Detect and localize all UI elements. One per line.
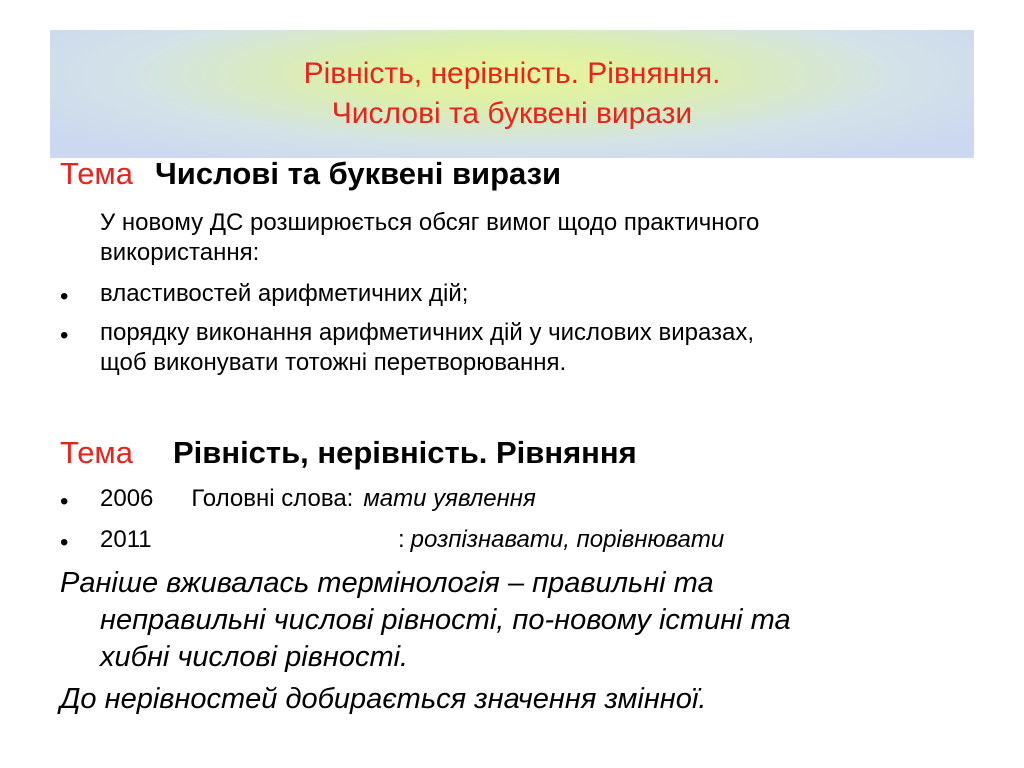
list-item-text: властивостей арифметичних дій; [100,280,469,307]
list-item [100,318,754,378]
slide-title-line-1: Рівність, нерівність. Рівняння. [303,57,721,90]
year-label: 2006 [100,485,154,512]
topic-label: Тема [60,435,133,470]
bullet-marker: • [60,322,69,349]
keywords-text: мати уявлення [363,485,536,512]
list-item-text: щоб виконувати тотожні перетворювання. [100,349,567,376]
terminology-note [60,565,960,676]
intro-line-2: використання: [100,239,260,266]
bullet-marker: • [60,529,69,556]
list-item [100,525,152,555]
topic-heading-1 [60,156,561,192]
inequality-note: До нерівностей добирається значення змінної. [60,683,707,715]
note-line-3: хибні числові рівності. [100,641,409,673]
topic-title: Рівність, нерівність. Рівняння [173,435,637,470]
note-line-1: Раніше вживалась термінологія – правильні та [60,567,714,599]
topic-title: Числові та буквені вирази [155,156,562,191]
slide-title-banner [50,30,974,158]
colon-label: : [398,526,405,553]
topic-heading-2 [60,435,637,471]
intro-paragraph [100,208,759,268]
bullet-marker: • [60,283,69,310]
list-item-keywords [398,525,724,555]
intro-line-1: У новому ДС розширюється обсяг вимог щодо практичного [100,209,760,236]
list-item [100,484,536,514]
bullet-marker: • [60,488,69,515]
note-line-2: неправильні числові рівності, по-новому істині та [100,604,791,636]
slide-title-line-2: Числові та буквені вирази [331,97,693,130]
list-item [100,279,468,309]
year-label: 2011 [100,526,152,553]
caption-label: Головні слова: [191,485,354,512]
topic-label: Тема [60,156,133,191]
keywords-text: розпізнавати, порівнювати [410,526,725,553]
list-item-text: порядку виконання арифметичних дій у числових виразах, [100,319,755,346]
